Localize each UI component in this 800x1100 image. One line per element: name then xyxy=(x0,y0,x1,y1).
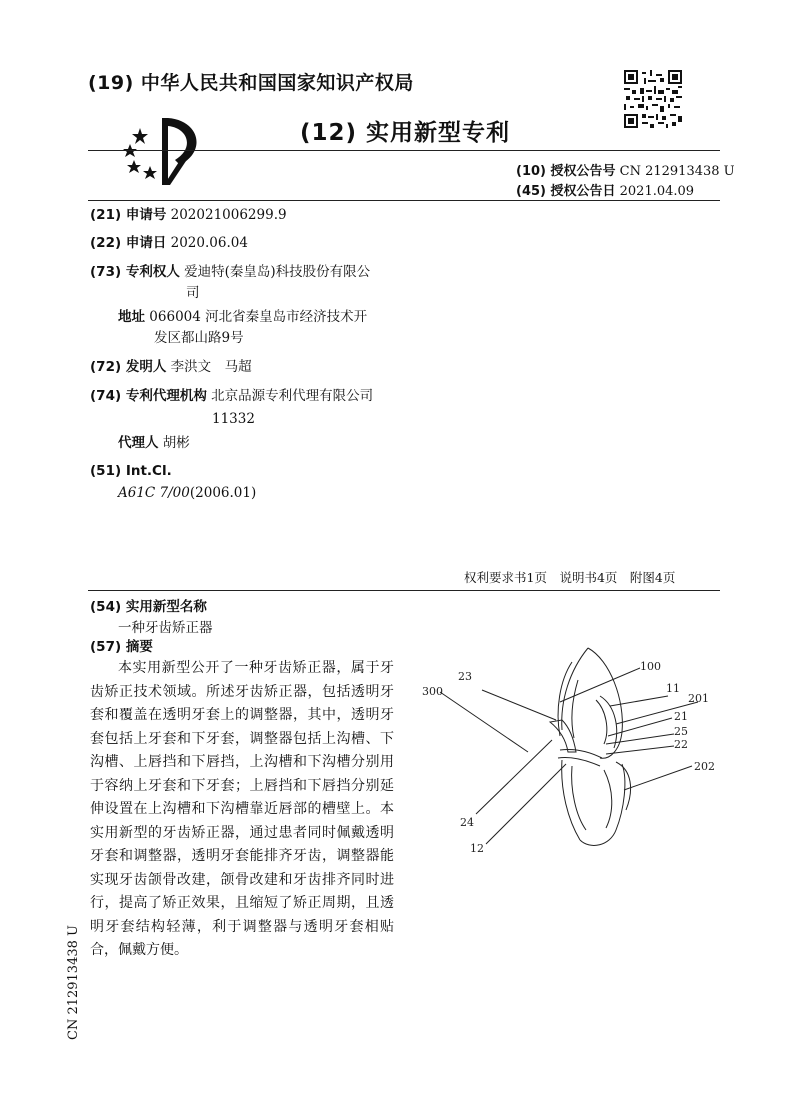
abstract-label xyxy=(90,638,153,657)
figure-label-300: 300 xyxy=(422,685,443,698)
utility-model-title-label xyxy=(90,598,207,617)
figure-label-100: 100 xyxy=(640,660,661,673)
agent xyxy=(118,434,190,453)
patent-agency-label: (74) 专利代理机构 xyxy=(90,388,207,404)
abstract-text: 本实用新型公开了一种牙齿矫正器，属于牙齿矫正技术领域。所述牙齿矫正器，包括透明牙套和覆盖在透明牙套上的调整器，其中，透明牙套包括上牙套和下牙套，调整器包括上沟槽、下沟槽、上唇挡和下唇挡，上沟槽和下沟槽分别用于容纳上牙套和下牙套；上唇挡和下唇挡分别延伸设置在上沟槽和下沟槽靠近唇部的槽壁上。本实用新型的牙齿矫正器，通过患者同时佩戴透明牙套和调整器，透明牙套能排齐牙齿，调整器能实现牙齿颌骨改建，颌骨改建和牙齿排齐同时进行，提高了矫正效果，且缩短了矫正周期，且透明牙套结构轻薄，利于调整器与透明牙套相贴合，佩戴方便。 xyxy=(90,660,394,958)
publication-number-label: (10) 授权公告号 xyxy=(516,164,616,179)
intcl xyxy=(90,462,172,481)
application-number xyxy=(90,206,287,225)
figure-label-25: 25 xyxy=(674,725,688,738)
figure-label-202: 202 xyxy=(694,760,715,773)
figure-label-21: 21 xyxy=(674,710,688,723)
abstract-divider xyxy=(88,590,720,591)
patent-agency xyxy=(90,387,373,406)
utility-model-title: 一种牙齿矫正器 xyxy=(118,620,213,636)
figure-label-23: 23 xyxy=(458,670,472,683)
publication-date-value: 2021.04.09 xyxy=(619,184,695,199)
biblio-divider xyxy=(88,200,720,201)
intcl-code: A61C 7/00 xyxy=(118,485,190,501)
representative-figure xyxy=(410,640,740,860)
application-date xyxy=(90,234,248,253)
application-number-value: 202021006299.9 xyxy=(170,207,287,223)
document-type: (12) 实用新型专利 xyxy=(300,120,511,146)
abstract-section-label: (57) 摘要 xyxy=(90,639,153,655)
header-divider xyxy=(88,150,720,151)
side-publication-code: CN 212913438 U xyxy=(66,925,81,1040)
figure-label-201: 201 xyxy=(688,692,709,705)
figure-label-11: 11 xyxy=(666,682,680,695)
intcl-label: (51) Int.Cl. xyxy=(90,463,172,479)
publication-number-value: CN 212913438 U xyxy=(619,164,735,179)
patentee-value-line2: 司 xyxy=(186,285,200,301)
patentee xyxy=(90,263,370,282)
inventor-value: 李洪文 马超 xyxy=(170,359,252,375)
application-number-label: (21) 申请号 xyxy=(90,207,167,223)
agent-value: 胡彬 xyxy=(162,435,190,451)
application-date-value: 2020.06.04 xyxy=(170,235,248,251)
address-label: 地址 xyxy=(118,309,145,325)
figure-label-22: 22 xyxy=(674,738,688,751)
address-value-line2: 发区都山路9号 xyxy=(154,330,244,346)
title-section-label: (54) 实用新型名称 xyxy=(90,599,207,615)
intcl-classification xyxy=(118,484,256,503)
figure-label-12: 12 xyxy=(470,842,484,855)
office-name: (19) 中华人民共和国国家知识产权局 xyxy=(88,72,414,94)
patentee-label: (73) 专利权人 xyxy=(90,264,180,280)
qr-code-icon xyxy=(624,70,682,128)
patentee-value-line1: 爱迪特(秦皇岛)科技股份有限公 xyxy=(184,264,371,280)
page-counts: 权利要求书1页 说明书4页 附图4页 xyxy=(464,570,676,585)
publication-date xyxy=(516,180,694,199)
address xyxy=(118,308,367,327)
agent-label: 代理人 xyxy=(118,435,159,451)
publication-number xyxy=(516,160,735,179)
patent-agency-value-line1: 北京品源专利代理有限公司 xyxy=(211,388,374,404)
intcl-version: (2006.01) xyxy=(189,485,257,501)
address-value-line1: 066004 河北省秦皇岛市经济技术开 xyxy=(149,309,368,325)
patent-agency-value-line2: 11332 xyxy=(212,411,255,427)
publication-date-label: (45) 授权公告日 xyxy=(516,184,616,199)
inventor xyxy=(90,358,252,377)
application-date-label: (22) 申请日 xyxy=(90,235,167,251)
figure-label-24: 24 xyxy=(460,816,474,829)
inventor-label: (72) 发明人 xyxy=(90,359,167,375)
